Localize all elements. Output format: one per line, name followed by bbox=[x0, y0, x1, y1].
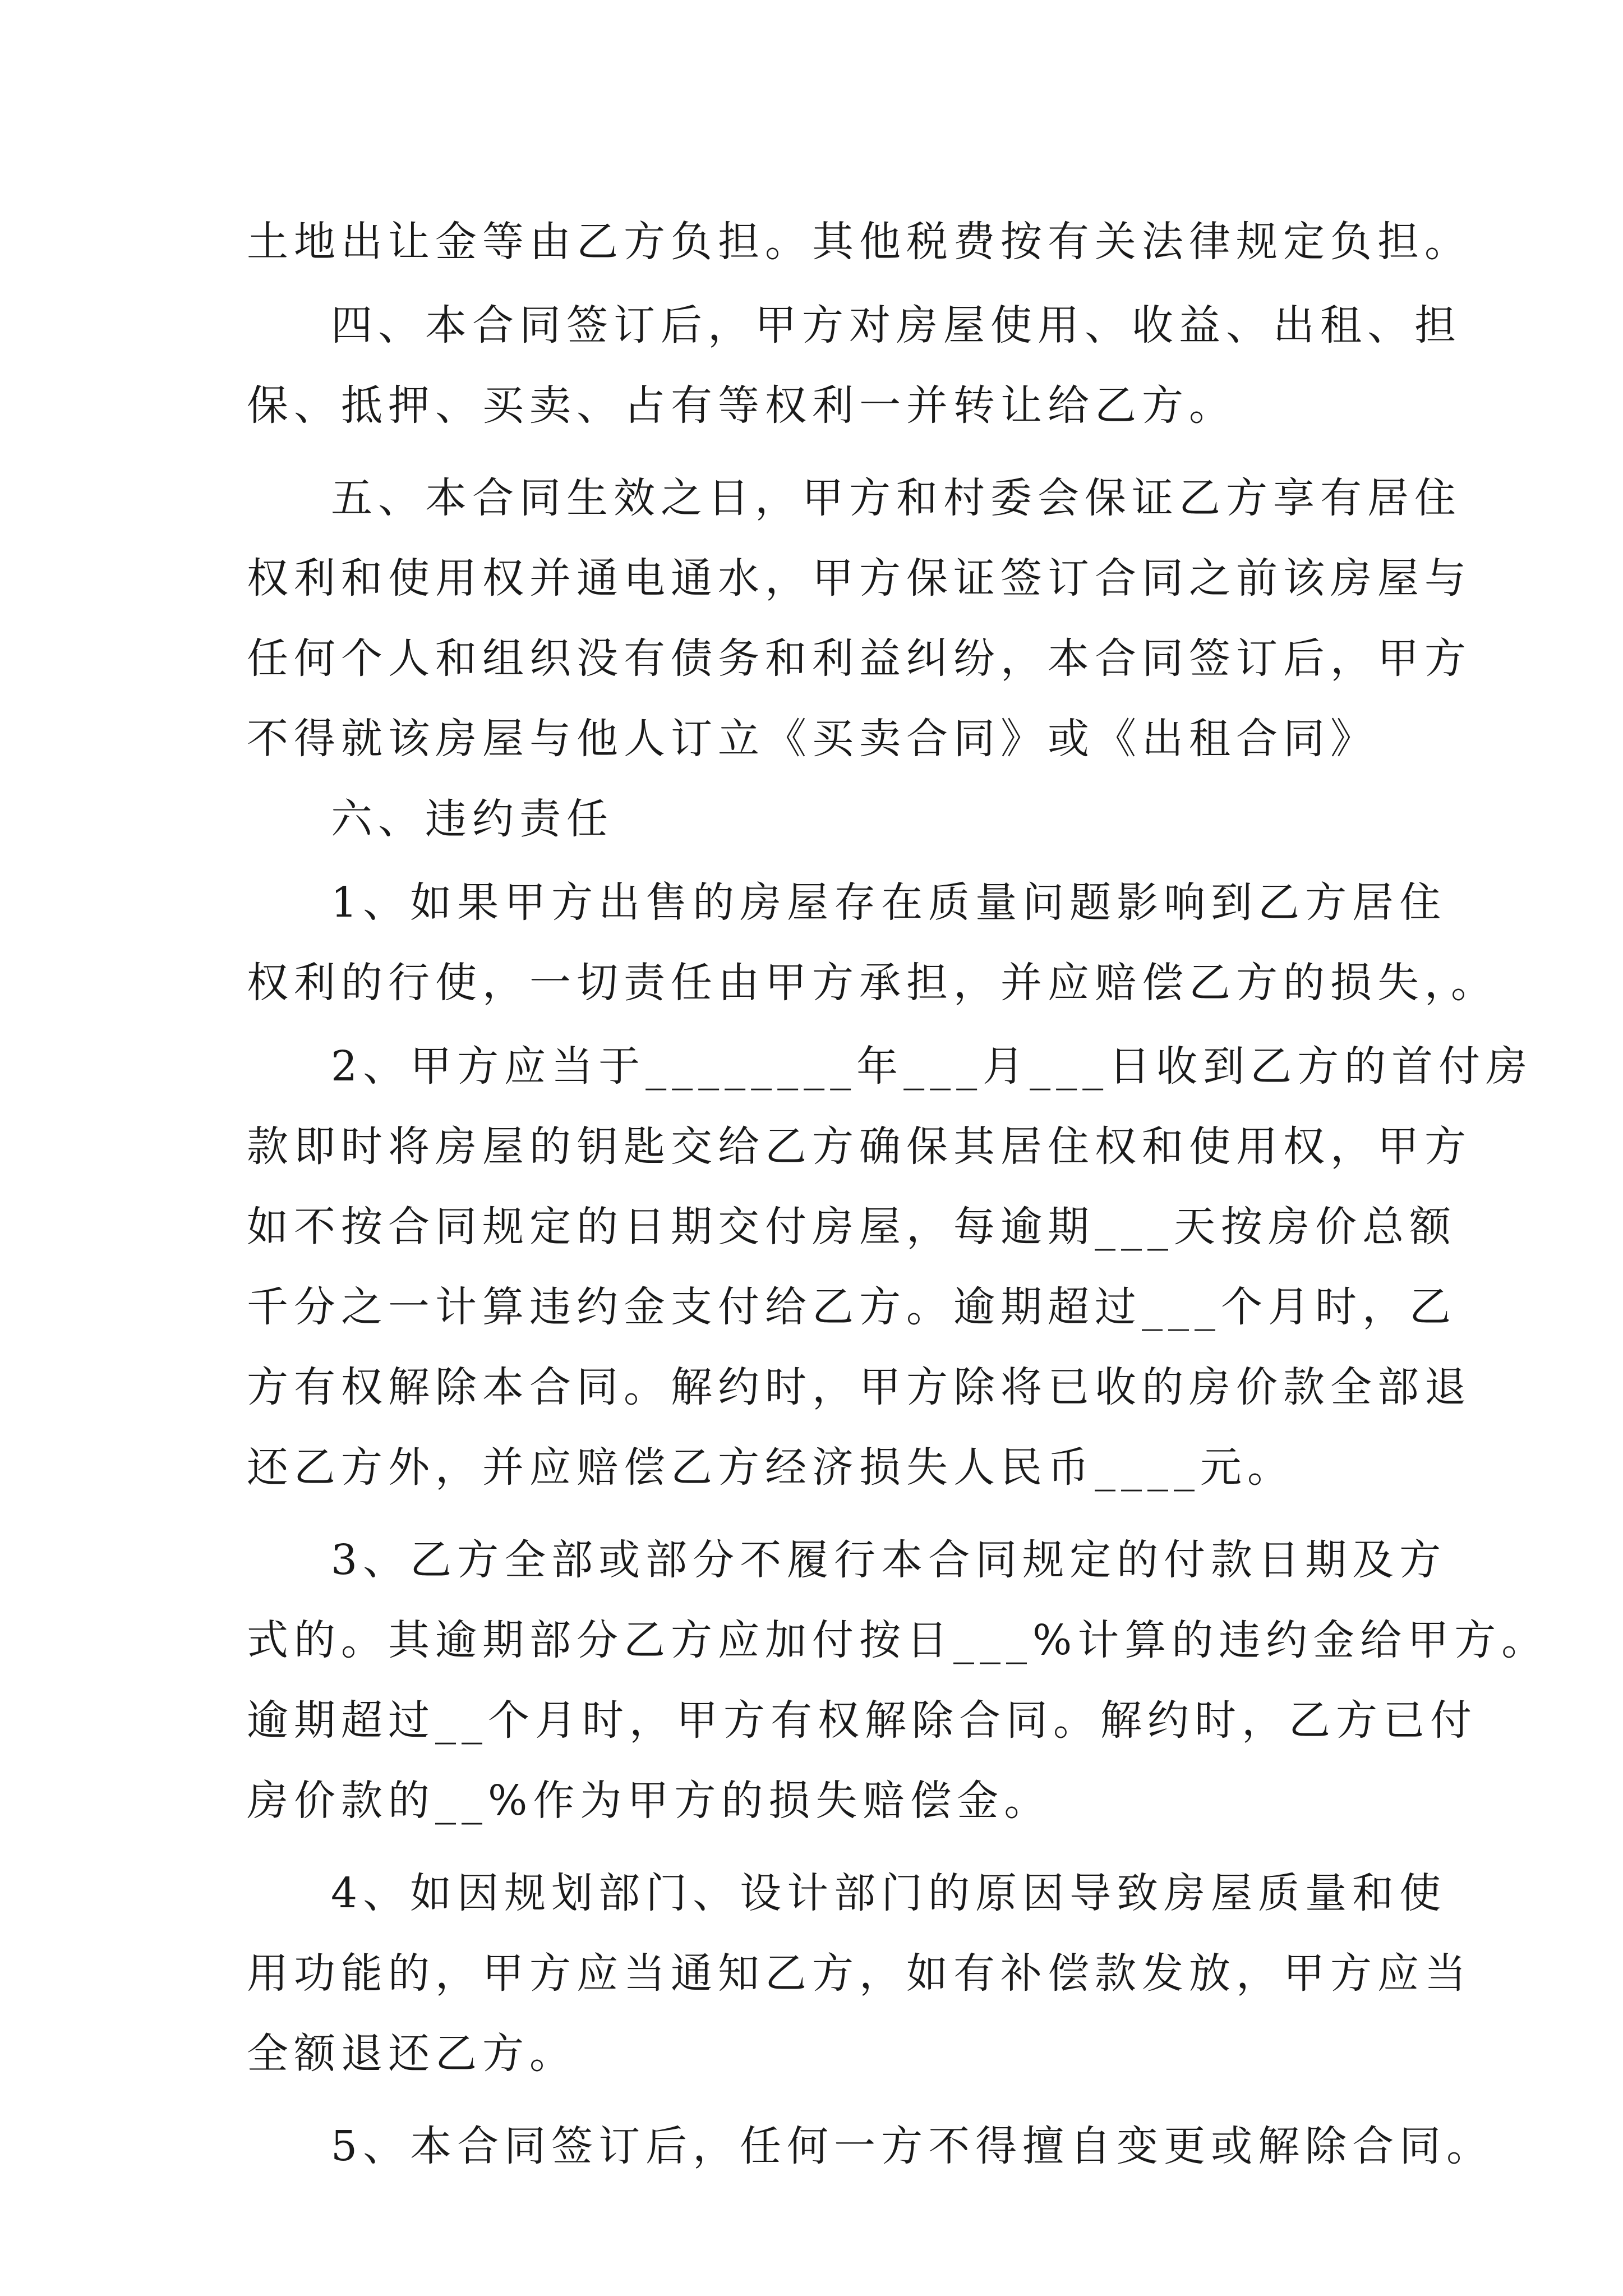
text-line: 权利的行使，一切责任由甲方承担，并应赔偿乙方的损失，。 bbox=[247, 959, 1498, 1007]
text-line: 房价款的__%作为甲方的损失赔偿金。 bbox=[247, 1777, 1052, 1825]
text-line: 权利和使用权并通电通水，甲方保证签订合同之前该房屋与 bbox=[247, 554, 1472, 602]
text-line: 土地出让金等由乙方负担。其他税费按有关法律规定负担。 bbox=[247, 218, 1472, 266]
clause-1-line: 1、如果甲方出售的房屋存在质量问题影响到乙方居住 bbox=[331, 878, 1447, 927]
section-heading-6: 六、违约责任 bbox=[331, 795, 614, 843]
text-line: 如不按合同规定的日期交付房屋，每逾期___天按房价总额 bbox=[247, 1203, 1456, 1251]
clause-5-line: 5、本合同签订后，任何一方不得擅自变更或解除合同。 bbox=[331, 2122, 1494, 2170]
clause-3-line: 3、乙方全部或部分不履行本合同规定的付款日期及方 bbox=[331, 1536, 1447, 1584]
text-line: 用功能的，甲方应当通知乙方，如有补偿款发放，甲方应当 bbox=[247, 1949, 1472, 1998]
text-line: 千分之一计算违约金支付给乙方。逾期超过___个月时，乙 bbox=[247, 1283, 1456, 1331]
paragraph-5-line: 五、本合同生效之日，甲方和村委会保证乙方享有居住 bbox=[331, 474, 1461, 522]
text-line: 不得就该房屋与他人订立《买卖合同》或《出租合同》 bbox=[247, 715, 1377, 763]
clause-2-line: 2、甲方应当于________年___月___日收到乙方的首付房 bbox=[331, 1042, 1533, 1091]
contract-body bbox=[247, 202, 1549, 2187]
text-line: 还乙方外，并应赔偿乙方经济损失人民币____元。 bbox=[247, 1443, 1294, 1492]
text-line: 逾期超过__个月时，甲方有权解除合同。解约时，乙方已付 bbox=[247, 1696, 1477, 1745]
text-line: 方有权解除本合同。解约时，甲方除将已收的房价款全部退 bbox=[247, 1363, 1472, 1411]
text-line: 任何个人和组织没有债务和利益纠纷，本合同签订后，甲方 bbox=[247, 634, 1472, 683]
text-line: 保、抵押、买卖、占有等权利一并转让给乙方。 bbox=[247, 381, 1236, 430]
text-line: 款即时将房屋的钥匙交给乙方确保其居住权和使用权，甲方 bbox=[247, 1122, 1472, 1171]
clause-4-line: 4、如因规划部门、设计部门的原因导致房屋质量和使 bbox=[331, 1869, 1447, 1917]
paragraph-4-line: 四、本合同签订后，甲方对房屋使用、收益、出租、担 bbox=[331, 301, 1461, 349]
text-line: 全额退还乙方。 bbox=[247, 2030, 577, 2078]
text-line: 式的。其逾期部分乙方应加付按日___%计算的违约金给甲方。 bbox=[247, 1616, 1549, 1664]
